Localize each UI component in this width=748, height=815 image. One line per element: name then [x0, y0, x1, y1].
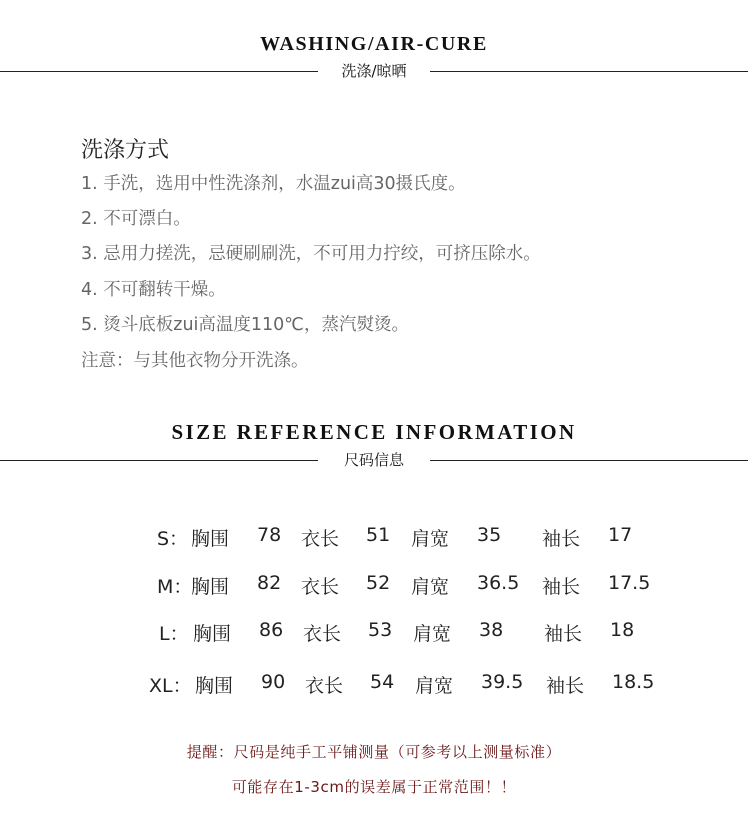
length-label: 衣长: [301, 528, 340, 550]
size-subtitle: 尺码信息: [343, 451, 404, 469]
washing-title: WASHING/AIR-CURE: [260, 33, 488, 55]
length-label: 衣长: [303, 623, 342, 645]
chest-value: 78: [257, 524, 282, 546]
size-label: M：: [157, 576, 193, 598]
washing-line-4: 4. 不可翻转干燥。: [81, 280, 226, 300]
length-value: 52: [366, 572, 391, 594]
washing-line-3: 3. 忌用力搓洗，忌硬刷刷洗，不可用力拧绞，可挤压除水。: [81, 244, 541, 264]
washing-line-1: 1. 手洗，选用中性洗涤剂，水温zui高30摄氏度。: [81, 174, 466, 194]
washing-line-5: 5. 烫斗底板zui高温度110℃，蒸汽熨烫。: [81, 315, 409, 335]
shoulder-label: 肩宽: [413, 623, 452, 645]
shoulder-value: 39.5: [481, 671, 524, 693]
chest-value: 90: [261, 671, 286, 693]
sleeve-value: 18.5: [612, 671, 655, 693]
sleeve-value: 17.5: [608, 572, 651, 594]
chest-label: 胸围: [195, 675, 234, 697]
washing-note: 注意：与其他衣物分开洗涤。: [81, 351, 309, 371]
sleeve-value: 18: [610, 619, 635, 641]
shoulder-value: 35: [477, 524, 502, 546]
size-row-l: [0, 619, 748, 649]
size-divider: [0, 450, 748, 470]
shoulder-value: 36.5: [477, 572, 520, 594]
size-row-xl: [0, 671, 748, 701]
chest-label: 胸围: [193, 623, 232, 645]
length-value: 53: [368, 619, 393, 641]
measurement-reminder: 提醒：尺码是纯手工平铺测量（可参考以上测量标准）: [186, 743, 562, 761]
length-label: 衣长: [305, 675, 344, 697]
washing-line-2: 2. 不可漂白。: [81, 209, 191, 229]
washing-heading: 洗涤方式: [81, 138, 170, 163]
length-label: 衣长: [301, 576, 340, 598]
sleeve-label: 袖长: [544, 623, 583, 645]
shoulder-value: 38: [479, 619, 504, 641]
length-value: 51: [366, 524, 391, 546]
sleeve-value: 17: [608, 524, 633, 546]
chest-value: 82: [257, 572, 282, 594]
washing-divider: [0, 61, 748, 81]
size-row-m: [0, 572, 748, 602]
sleeve-label: 袖长: [546, 675, 585, 697]
length-value: 54: [370, 671, 395, 693]
shoulder-label: 肩宽: [411, 576, 450, 598]
size-title: SIZE REFERENCE INFORMATION: [171, 420, 577, 444]
chest-label: 胸围: [191, 576, 230, 598]
size-row-s: [0, 524, 748, 554]
shoulder-label: 肩宽: [411, 528, 450, 550]
error-range-note: 可能存在1-3cm的误差属于正常范围！！: [231, 778, 517, 796]
size-label: L：: [159, 623, 189, 645]
chest-value: 86: [259, 619, 284, 641]
chest-label: 胸围: [191, 528, 230, 550]
size-label: XL：: [149, 675, 192, 697]
washing-subtitle: 洗涤/晾晒: [341, 62, 407, 80]
sleeve-label: 袖长: [542, 528, 581, 550]
size-label: S：: [157, 528, 189, 550]
sleeve-label: 袖长: [542, 576, 581, 598]
shoulder-label: 肩宽: [415, 675, 454, 697]
